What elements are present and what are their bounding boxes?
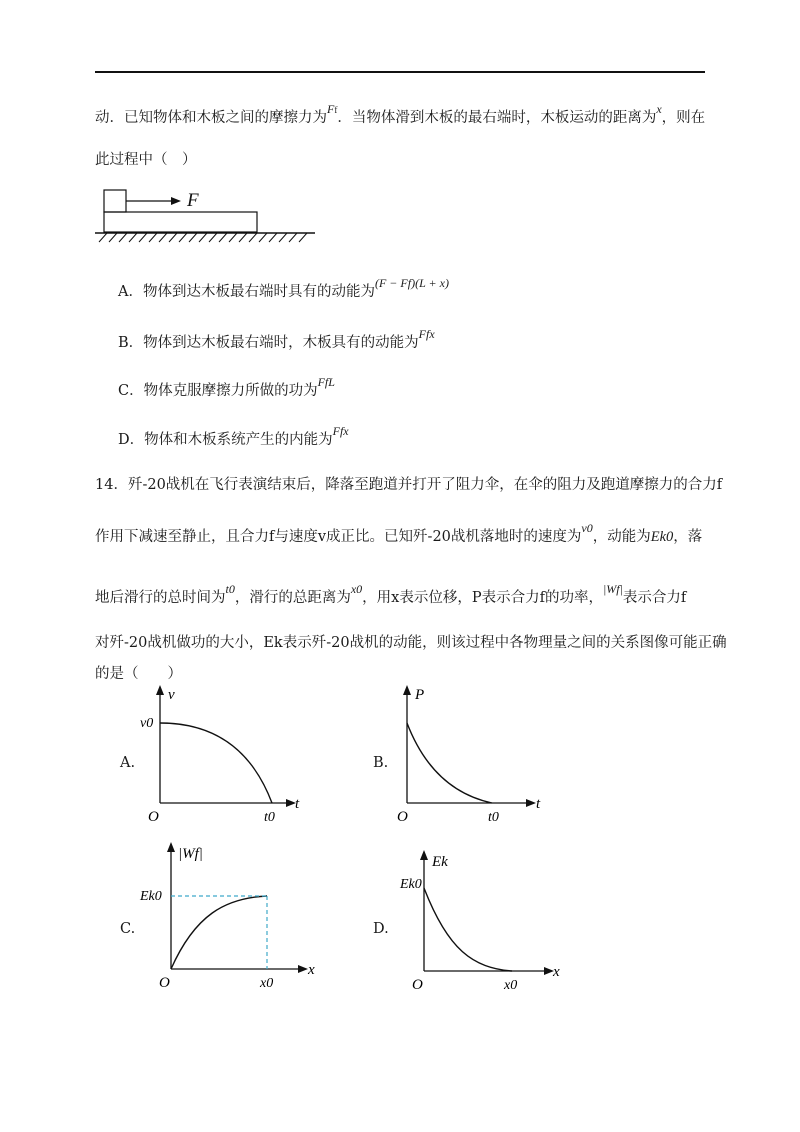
- svg-text:O: O: [412, 977, 423, 993]
- option-b: B．物体到达木板最右端时，木板具有的动能为$^{Ffx}$: [118, 327, 435, 351]
- q14-line-4: 对歼-20战机做功的大小，Ek表示歼-20战机的动能，则该过程中各物理量之间的关系图像可能正确: [95, 635, 727, 651]
- option-c-formula: FfL: [317, 375, 335, 389]
- force-label: F: [187, 190, 199, 211]
- svg-text:O: O: [148, 809, 159, 825]
- svg-text:t0: t0: [264, 810, 275, 825]
- svg-text:v0: v0: [140, 716, 154, 731]
- graph-a: [140, 685, 310, 825]
- option-a-formula: (F − Ff)(L + x): [374, 276, 449, 290]
- graph-c: [140, 840, 320, 990]
- graph-d: [398, 840, 568, 993]
- graph-c-label: C.: [120, 921, 136, 937]
- svg-text:P: P: [415, 687, 425, 703]
- option-d-formula: Ffx: [332, 424, 349, 438]
- option-c: C．物体克服摩擦力所做的功为$^{FfL}$: [118, 375, 335, 399]
- svg-text:x: x: [553, 964, 560, 980]
- block-board-figure: [95, 185, 325, 245]
- svg-text:v: v: [168, 687, 175, 703]
- svg-text:O: O: [159, 975, 170, 991]
- q13-line-2: 此过程中（ ）: [95, 152, 197, 168]
- graph-b-label: B.: [373, 755, 389, 771]
- graph-a-label: A.: [120, 755, 136, 771]
- q14-line-1: 14．歼-20战机在飞行表演结束后，降落至跑道并打开了阻力伞，在伞的阻力及跑道摩擦力的合力f: [95, 477, 723, 493]
- svg-text:t: t: [536, 796, 541, 812]
- svg-text:O: O: [397, 809, 408, 825]
- svg-text:x0: x0: [260, 976, 274, 991]
- distance-symbol: x: [656, 102, 662, 116]
- q14-line-3: 地后滑行的总时间为$^{t0}$，滑行的总距离为$^{x0}$，用x表示位移，P表示合力f的功率，$^{|Wf|}$表示合力f: [95, 582, 687, 606]
- option-a: A．物体到达木板最右端时具有的动能为$^{(F - Ff)(L + x)}$: [118, 276, 449, 300]
- svg-text:x: x: [308, 962, 315, 978]
- svg-text:t0: t0: [488, 810, 499, 825]
- q13-line-1: 动．已知物体和木板之间的摩擦力为$^{Ff}$．当物体滑到木板的最右端时，木板运动的距离为$^x$，则在: [95, 102, 706, 126]
- svg-text:x0: x0: [504, 978, 518, 993]
- q14-line-2: 作用下减速至静止，且合力f与速度v成正比。已知歼-20战机落地时的速度为$^{v0}$，动能为Ek0，落: [95, 521, 703, 545]
- svg-text:Ek0: Ek0: [140, 889, 162, 904]
- svg-text:|Wf|: |Wf|: [178, 846, 203, 862]
- graph-d-label: D.: [373, 921, 389, 937]
- header-rule: [95, 71, 705, 73]
- svg-text:Ek: Ek: [432, 854, 448, 870]
- graph-b: [390, 685, 560, 825]
- q14-line-5: 的是（ ）: [95, 666, 182, 682]
- svg-text:t: t: [295, 796, 300, 812]
- svg-text:Ek0: Ek0: [400, 877, 422, 892]
- friction-symbol: Ff: [327, 102, 338, 116]
- option-d: D．物体和木板系统产生的内能为$^{Ffx}$: [118, 424, 349, 448]
- option-b-formula: Ffx: [418, 327, 435, 341]
